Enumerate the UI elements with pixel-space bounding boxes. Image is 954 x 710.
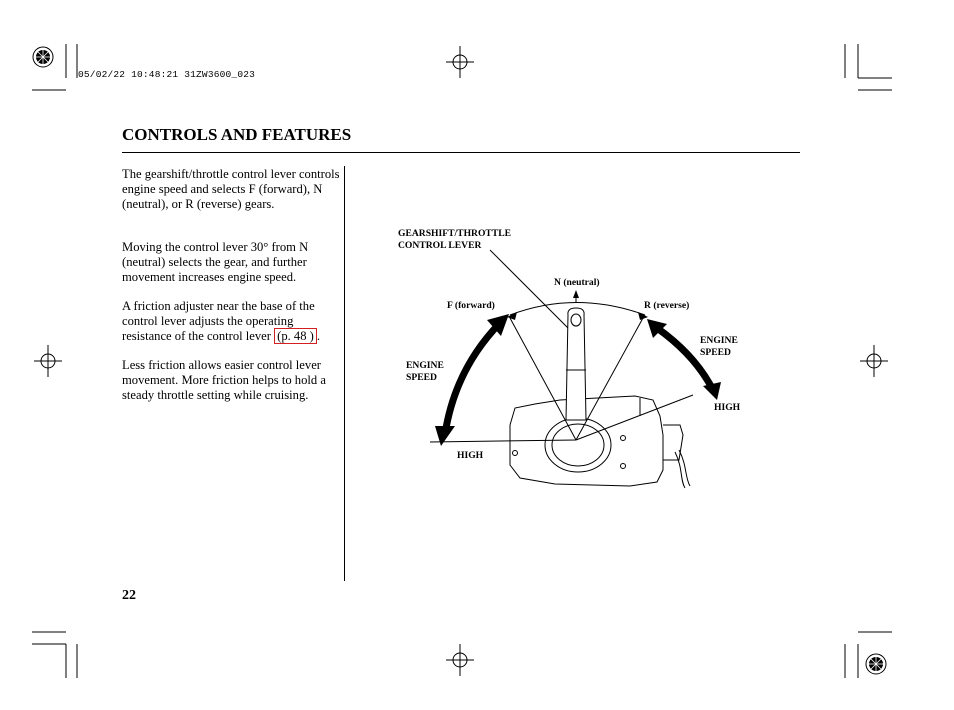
print-stamp: 05/02/22 10:48:21 31ZW3600_023 [78,69,256,80]
friction-text: A friction adjuster near the base of the control lever adjusts the operating resistance of the control lever [122,299,315,344]
lever-label: GEARSHIFT/THROTTLE CONTROL LEVER [398,228,512,251]
forward-30-line [510,318,576,440]
registration-mark-left [34,345,62,377]
friction-period: . [316,329,321,344]
paragraph-friction-adjuster [122,299,340,345]
reverse-label: R (reverse) [644,300,690,311]
registration-mark-top [446,46,474,78]
page-number: 22 [122,588,136,603]
reverse-30-line [576,318,643,440]
section-title: CONTROLS AND FEATURES [122,125,352,144]
column-divider [344,166,345,581]
forward-high-line [430,440,576,442]
page-48-link[interactable]: (p. 48 ) [274,328,317,344]
paragraph-lever-movement: Moving the control lever 30° from N (neutral) selects the gear, and further movement increases engine speed. [122,240,309,285]
engine-speed-label-right: ENGINE SPEED [700,335,738,358]
forward-label: F (forward) [447,300,495,311]
starburst-mark-bottom-right [866,654,886,674]
high-label-right: HIGH [714,402,741,413]
registration-mark-bottom [446,644,474,676]
header-rule [122,152,800,153]
starburst-mark-top-left [33,47,53,67]
engine-speed-label-left: ENGINE SPEED [406,360,444,383]
engine-speed-arrow-left [445,324,499,434]
paragraph-lever-intro: The gearshift/throttle control lever controls engine speed and selects F (forward), N (neutral), or R (reverse) gears. [122,167,340,212]
high-label-left: HIGH [457,450,484,461]
reverse-high-line [576,395,693,440]
neutral-label: N (neutral) [554,277,600,288]
registration-mark-right [860,345,888,377]
control-lever-diagram [395,220,725,490]
paragraph-friction-effect: Less friction allows easier control lever movement. More friction helps to hold a steady throttle setting while cruising. [122,358,326,403]
